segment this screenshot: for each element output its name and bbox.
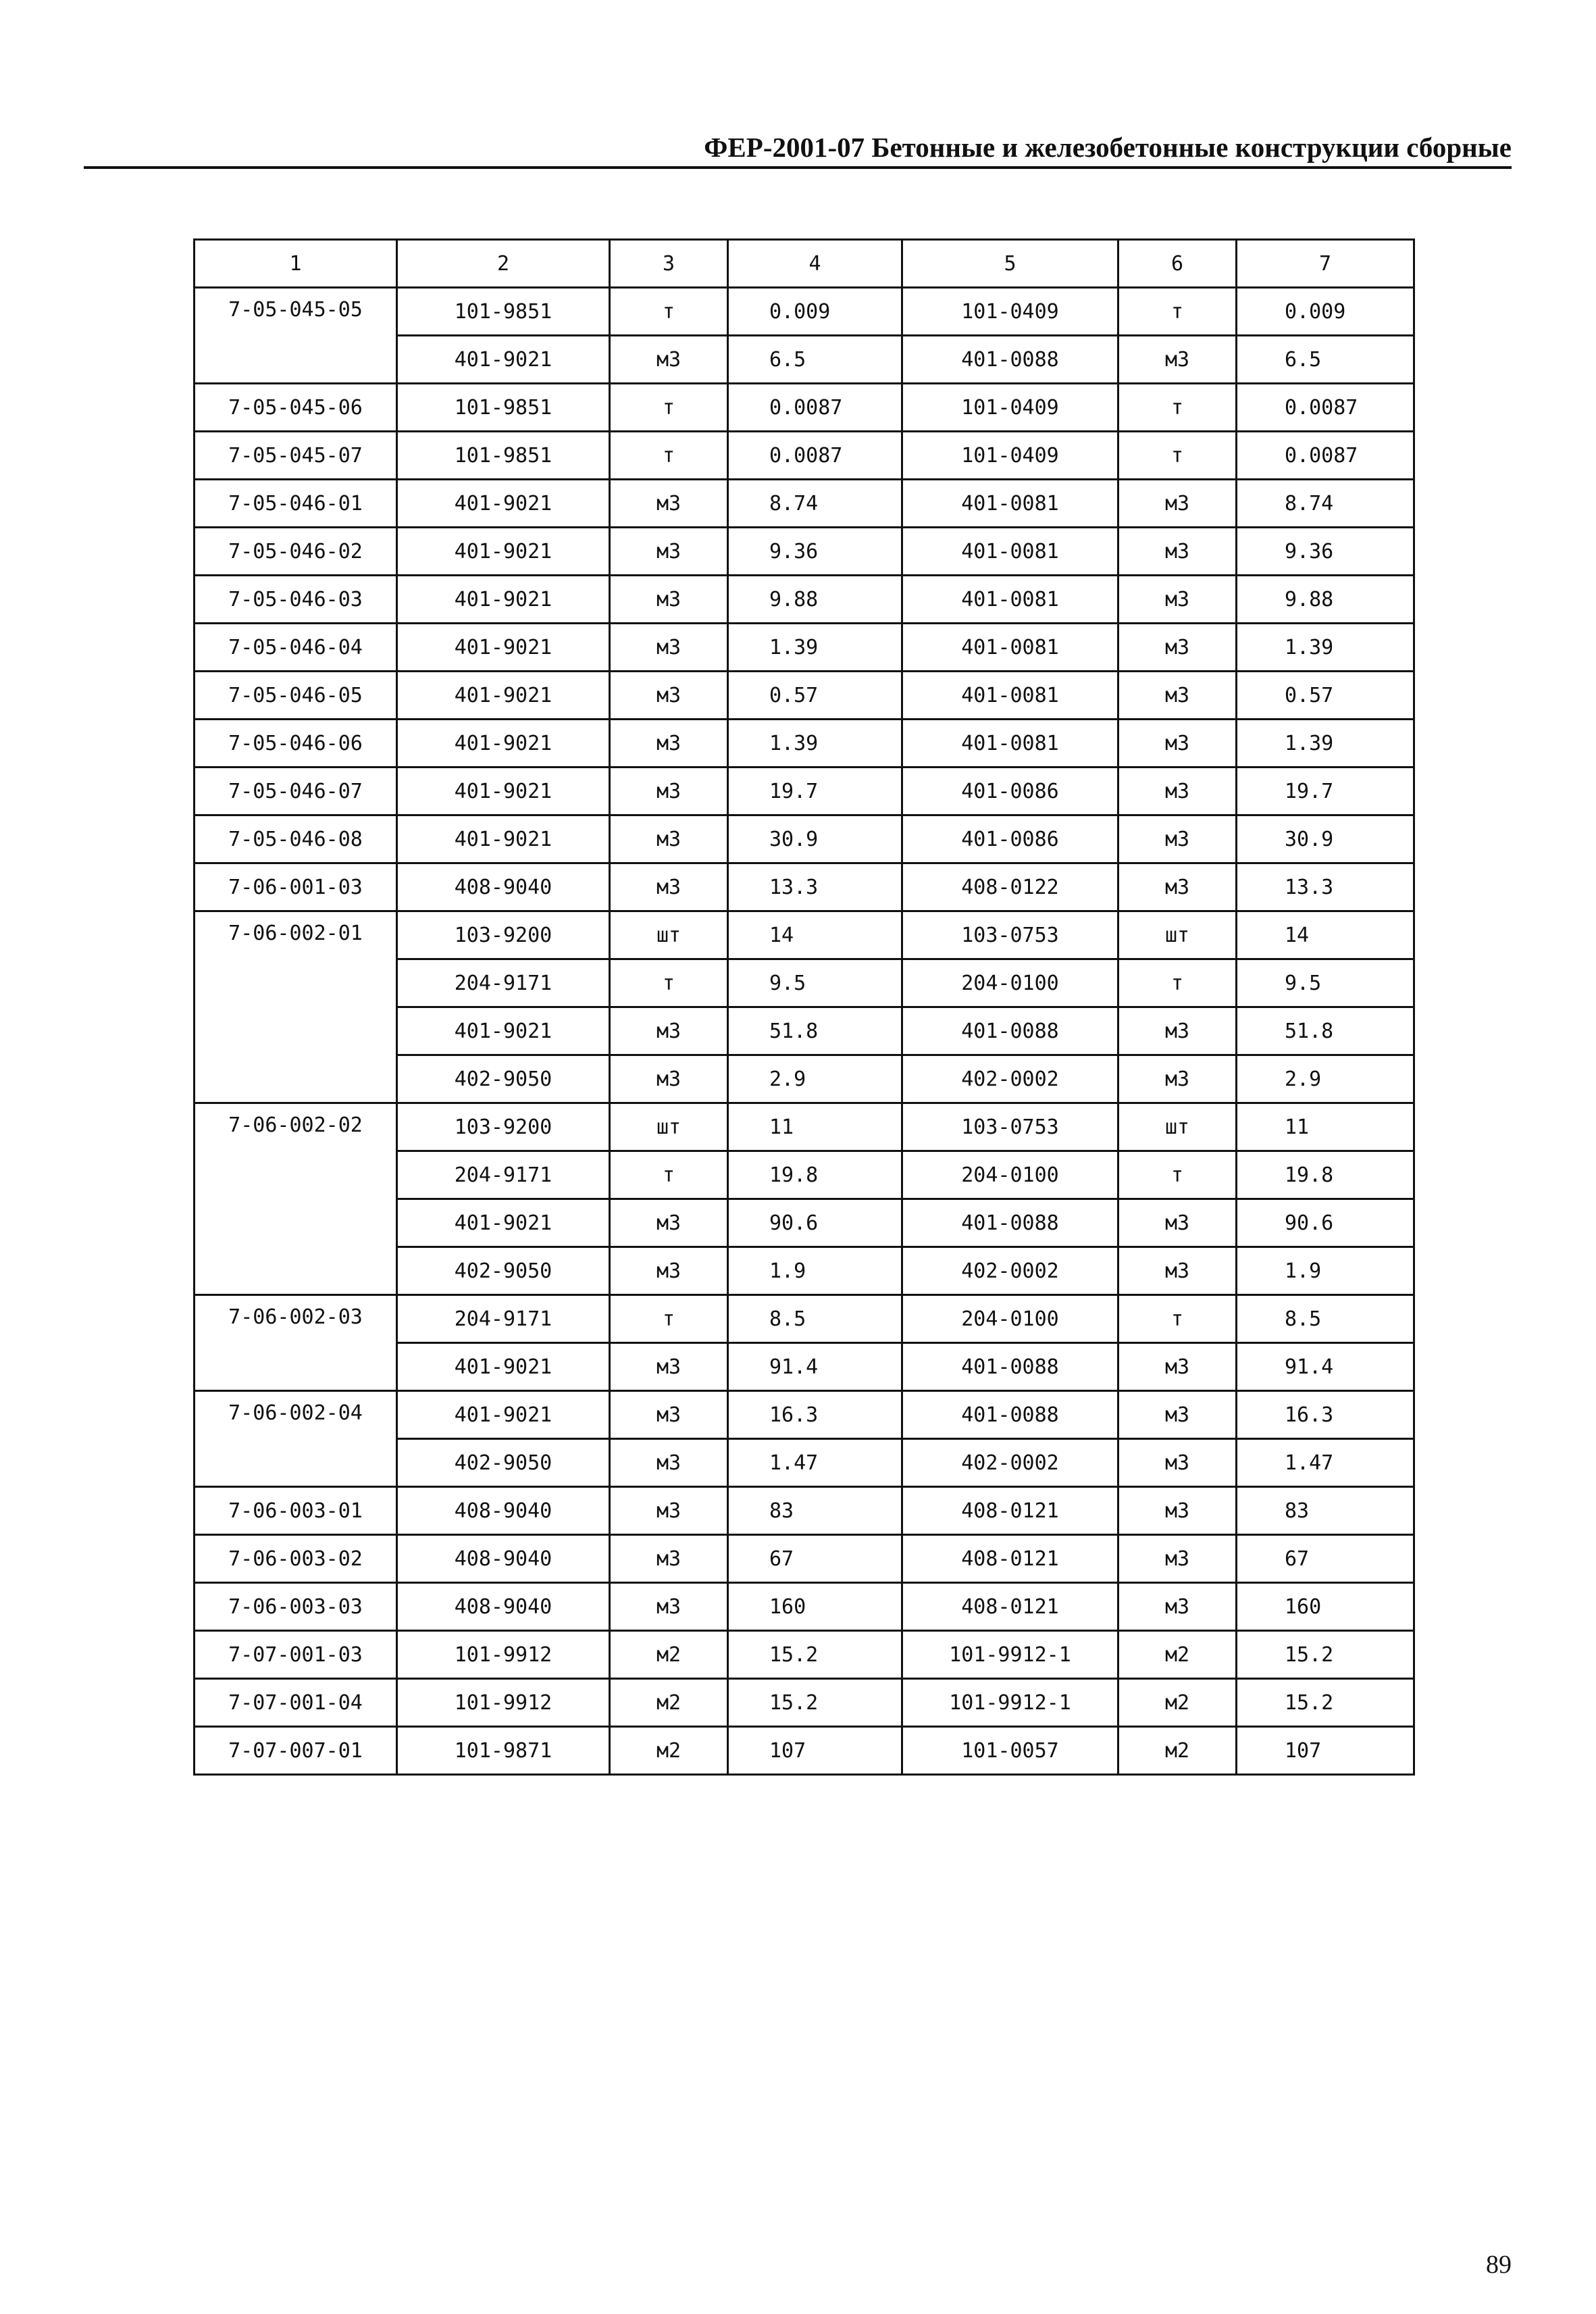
quantity: 15.2 xyxy=(728,1679,902,1727)
unit: м3 xyxy=(1118,768,1237,815)
unit: т xyxy=(1118,959,1237,1007)
new-resource-code: 401-0088 xyxy=(902,1391,1118,1439)
quantity: 30.9 xyxy=(728,815,902,863)
quantity: 0.009 xyxy=(728,288,902,336)
unit: м3 xyxy=(610,1439,728,1487)
new-resource-code: 401-0081 xyxy=(902,624,1118,672)
old-resource-code: 408-9040 xyxy=(397,1535,610,1583)
quantity: 0.0087 xyxy=(728,384,902,432)
new-resource-code: 401-0086 xyxy=(902,768,1118,815)
new-resource-code: 103-0753 xyxy=(902,911,1118,959)
table-row xyxy=(195,720,1414,768)
old-resource-code: 408-9040 xyxy=(397,1583,610,1631)
quantity: 2.9 xyxy=(728,1055,902,1103)
rate-code: 7-05-046-01 xyxy=(195,480,397,528)
rate-code: 7-06-002-02 xyxy=(195,1103,397,1295)
new-resource-code: 401-0081 xyxy=(902,720,1118,768)
quantity: 15.2 xyxy=(1237,1679,1414,1727)
quantity: 13.3 xyxy=(1237,863,1414,911)
quantity: 90.6 xyxy=(1237,1199,1414,1247)
rate-code: 7-07-007-01 xyxy=(195,1727,397,1775)
rate-code: 7-05-045-07 xyxy=(195,432,397,480)
unit: м3 xyxy=(1118,672,1237,720)
new-resource-code: 101-0409 xyxy=(902,432,1118,480)
old-resource-code: 401-9021 xyxy=(397,1007,610,1055)
quantity: 8.5 xyxy=(728,1295,902,1343)
unit: т xyxy=(1118,432,1237,480)
unit: м3 xyxy=(610,528,728,576)
old-resource-code: 204-9171 xyxy=(397,1295,610,1343)
quantity: 91.4 xyxy=(1237,1343,1414,1391)
rate-code: 7-05-045-06 xyxy=(195,384,397,432)
unit: м3 xyxy=(610,672,728,720)
table-row xyxy=(195,863,1414,911)
quantity: 15.2 xyxy=(1237,1631,1414,1679)
unit: м3 xyxy=(610,1535,728,1583)
quantity: 0.0087 xyxy=(1237,432,1414,480)
quantity: 1.47 xyxy=(728,1439,902,1487)
old-resource-code: 401-9021 xyxy=(397,1343,610,1391)
quantity: 30.9 xyxy=(1237,815,1414,863)
quantity: 107 xyxy=(1237,1727,1414,1775)
quantity: 83 xyxy=(728,1487,902,1535)
unit: м3 xyxy=(610,768,728,815)
table-row xyxy=(195,384,1414,432)
new-resource-code: 401-0081 xyxy=(902,576,1118,624)
rate-code: 7-05-046-02 xyxy=(195,528,397,576)
quantity: 16.3 xyxy=(1237,1391,1414,1439)
unit: м3 xyxy=(610,1343,728,1391)
table-row xyxy=(195,1103,1414,1151)
table-row xyxy=(195,624,1414,672)
quantity: 9.88 xyxy=(1237,576,1414,624)
unit: м3 xyxy=(1118,528,1237,576)
old-resource-code: 401-9021 xyxy=(397,720,610,768)
old-resource-code: 101-9851 xyxy=(397,384,610,432)
old-resource-code: 401-9021 xyxy=(397,1391,610,1439)
quantity: 9.36 xyxy=(1237,528,1414,576)
resource-table xyxy=(193,238,1415,1776)
column-header: 6 xyxy=(1118,240,1237,288)
unit: т xyxy=(610,1295,728,1343)
table-row xyxy=(195,288,1414,336)
quantity: 67 xyxy=(728,1535,902,1583)
table-row xyxy=(195,1631,1414,1679)
quantity: 8.74 xyxy=(728,480,902,528)
column-header: 1 xyxy=(195,240,397,288)
unit: м3 xyxy=(1118,1007,1237,1055)
new-resource-code: 401-0088 xyxy=(902,336,1118,384)
unit: м2 xyxy=(1118,1727,1237,1775)
unit: шт xyxy=(1118,911,1237,959)
new-resource-code: 401-0088 xyxy=(902,1199,1118,1247)
table-row xyxy=(195,528,1414,576)
quantity: 1.39 xyxy=(728,720,902,768)
unit: м3 xyxy=(1118,1439,1237,1487)
unit: м3 xyxy=(1118,1583,1237,1631)
unit: м3 xyxy=(1118,720,1237,768)
quantity: 0.0087 xyxy=(1237,384,1414,432)
new-resource-code: 408-0122 xyxy=(902,863,1118,911)
quantity: 0.009 xyxy=(1237,288,1414,336)
unit: м3 xyxy=(610,815,728,863)
quantity: 83 xyxy=(1237,1487,1414,1535)
new-resource-code: 204-0100 xyxy=(902,959,1118,1007)
old-resource-code: 204-9171 xyxy=(397,1151,610,1199)
new-resource-code: 402-0002 xyxy=(902,1439,1118,1487)
unit: м3 xyxy=(1118,336,1237,384)
quantity: 0.57 xyxy=(1237,672,1414,720)
unit: м3 xyxy=(610,1487,728,1535)
quantity: 6.5 xyxy=(728,336,902,384)
quantity: 11 xyxy=(728,1103,902,1151)
unit: м3 xyxy=(1118,1247,1237,1295)
quantity: 107 xyxy=(728,1727,902,1775)
quantity: 1.39 xyxy=(728,624,902,672)
rate-code: 7-05-046-07 xyxy=(195,768,397,815)
quantity: 2.9 xyxy=(1237,1055,1414,1103)
quantity: 15.2 xyxy=(728,1631,902,1679)
quantity: 160 xyxy=(1237,1583,1414,1631)
old-resource-code: 402-9050 xyxy=(397,1247,610,1295)
unit: м3 xyxy=(1118,624,1237,672)
unit: м2 xyxy=(1118,1631,1237,1679)
new-resource-code: 401-0081 xyxy=(902,480,1118,528)
quantity: 19.7 xyxy=(1237,768,1414,815)
quantity: 9.5 xyxy=(728,959,902,1007)
old-resource-code: 101-9871 xyxy=(397,1727,610,1775)
rate-code: 7-07-001-03 xyxy=(195,1631,397,1679)
quantity: 16.3 xyxy=(728,1391,902,1439)
new-resource-code: 204-0100 xyxy=(902,1151,1118,1199)
quantity: 9.5 xyxy=(1237,959,1414,1007)
unit: м3 xyxy=(1118,1055,1237,1103)
quantity: 11 xyxy=(1237,1103,1414,1151)
new-resource-code: 401-0086 xyxy=(902,815,1118,863)
table-body xyxy=(195,288,1414,1775)
new-resource-code: 408-0121 xyxy=(902,1583,1118,1631)
quantity: 91.4 xyxy=(728,1343,902,1391)
rate-code: 7-06-003-01 xyxy=(195,1487,397,1535)
unit: м3 xyxy=(610,1391,728,1439)
quantity: 160 xyxy=(728,1583,902,1631)
unit: шт xyxy=(610,1103,728,1151)
table-row xyxy=(195,768,1414,815)
unit: м2 xyxy=(610,1679,728,1727)
column-header: 7 xyxy=(1237,240,1414,288)
quantity: 51.8 xyxy=(1237,1007,1414,1055)
quantity: 19.8 xyxy=(1237,1151,1414,1199)
new-resource-code: 401-0081 xyxy=(902,528,1118,576)
old-resource-code: 401-9021 xyxy=(397,336,610,384)
quantity: 0.57 xyxy=(728,672,902,720)
unit: шт xyxy=(610,911,728,959)
table-row xyxy=(195,1391,1414,1439)
rate-code: 7-06-002-03 xyxy=(195,1295,397,1391)
table-row xyxy=(195,1295,1414,1343)
header-divider xyxy=(84,166,1512,169)
unit: м3 xyxy=(1118,1487,1237,1535)
new-resource-code: 402-0002 xyxy=(902,1055,1118,1103)
unit: м3 xyxy=(610,624,728,672)
column-header: 3 xyxy=(610,240,728,288)
unit: м3 xyxy=(610,1247,728,1295)
column-header: 4 xyxy=(728,240,902,288)
old-resource-code: 101-9912 xyxy=(397,1679,610,1727)
old-resource-code: 103-9200 xyxy=(397,1103,610,1151)
page-number: 89 xyxy=(1486,2250,1512,2279)
quantity: 19.7 xyxy=(728,768,902,815)
table-row xyxy=(195,1583,1414,1631)
old-resource-code: 401-9021 xyxy=(397,672,610,720)
quantity: 6.5 xyxy=(1237,336,1414,384)
new-resource-code: 401-0088 xyxy=(902,1343,1118,1391)
unit: м3 xyxy=(1118,1535,1237,1583)
old-resource-code: 401-9021 xyxy=(397,480,610,528)
quantity: 67 xyxy=(1237,1535,1414,1583)
unit: т xyxy=(1118,1151,1237,1199)
quantity: 8.74 xyxy=(1237,480,1414,528)
old-resource-code: 401-9021 xyxy=(397,1199,610,1247)
old-resource-code: 204-9171 xyxy=(397,959,610,1007)
unit: т xyxy=(1118,384,1237,432)
new-resource-code: 103-0753 xyxy=(902,1103,1118,1151)
unit: т xyxy=(610,959,728,1007)
unit: т xyxy=(610,384,728,432)
quantity: 13.3 xyxy=(728,863,902,911)
rate-code: 7-05-046-05 xyxy=(195,672,397,720)
rate-code: 7-06-003-02 xyxy=(195,1535,397,1583)
quantity: 1.9 xyxy=(1237,1247,1414,1295)
new-resource-code: 402-0002 xyxy=(902,1247,1118,1295)
unit: м3 xyxy=(610,863,728,911)
quantity: 90.6 xyxy=(728,1199,902,1247)
new-resource-code: 101-9912-1 xyxy=(902,1631,1118,1679)
quantity: 1.47 xyxy=(1237,1439,1414,1487)
old-resource-code: 401-9021 xyxy=(397,576,610,624)
new-resource-code: 204-0100 xyxy=(902,1295,1118,1343)
unit: м3 xyxy=(1118,1391,1237,1439)
quantity: 14 xyxy=(1237,911,1414,959)
unit: м3 xyxy=(610,1055,728,1103)
unit: м3 xyxy=(1118,863,1237,911)
table-row xyxy=(195,1727,1414,1775)
unit: т xyxy=(610,288,728,336)
new-resource-code: 101-9912-1 xyxy=(902,1679,1118,1727)
unit: м3 xyxy=(1118,576,1237,624)
quantity: 9.88 xyxy=(728,576,902,624)
new-resource-code: 101-0057 xyxy=(902,1727,1118,1775)
page-header-title: ФЕР-2001-07 Бетонные и железобетонные конструкции сборные xyxy=(704,132,1512,163)
old-resource-code: 402-9050 xyxy=(397,1055,610,1103)
quantity: 1.9 xyxy=(728,1247,902,1295)
column-header: 5 xyxy=(902,240,1118,288)
rate-code: 7-06-003-03 xyxy=(195,1583,397,1631)
old-resource-code: 401-9021 xyxy=(397,528,610,576)
unit: т xyxy=(610,1151,728,1199)
quantity: 9.36 xyxy=(728,528,902,576)
column-header: 2 xyxy=(397,240,610,288)
table-row xyxy=(195,432,1414,480)
quantity: 8.5 xyxy=(1237,1295,1414,1343)
unit: т xyxy=(1118,1295,1237,1343)
new-resource-code: 401-0081 xyxy=(902,672,1118,720)
table-row xyxy=(195,672,1414,720)
table-row xyxy=(195,1487,1414,1535)
new-resource-code: 408-0121 xyxy=(902,1535,1118,1583)
table-row xyxy=(195,576,1414,624)
unit: м2 xyxy=(610,1727,728,1775)
unit: м3 xyxy=(610,480,728,528)
unit: м2 xyxy=(1118,1679,1237,1727)
old-resource-code: 408-9040 xyxy=(397,863,610,911)
unit: м3 xyxy=(1118,1343,1237,1391)
rate-code: 7-07-001-04 xyxy=(195,1679,397,1727)
old-resource-code: 401-9021 xyxy=(397,815,610,863)
unit: т xyxy=(1118,288,1237,336)
unit: м3 xyxy=(610,1199,728,1247)
new-resource-code: 101-0409 xyxy=(902,384,1118,432)
old-resource-code: 101-9912 xyxy=(397,1631,610,1679)
old-resource-code: 101-9851 xyxy=(397,288,610,336)
unit: м3 xyxy=(610,1007,728,1055)
quantity: 19.8 xyxy=(728,1151,902,1199)
unit: м3 xyxy=(610,1583,728,1631)
table-row xyxy=(195,911,1414,959)
unit: шт xyxy=(1118,1103,1237,1151)
old-resource-code: 402-9050 xyxy=(397,1439,610,1487)
rate-code: 7-06-001-03 xyxy=(195,863,397,911)
old-resource-code: 401-9021 xyxy=(397,624,610,672)
unit: т xyxy=(610,432,728,480)
unit: м3 xyxy=(1118,1199,1237,1247)
old-resource-code: 101-9851 xyxy=(397,432,610,480)
table-row xyxy=(195,815,1414,863)
quantity: 14 xyxy=(728,911,902,959)
new-resource-code: 101-0409 xyxy=(902,288,1118,336)
old-resource-code: 401-9021 xyxy=(397,768,610,815)
unit: м3 xyxy=(610,336,728,384)
old-resource-code: 408-9040 xyxy=(397,1487,610,1535)
table-row xyxy=(195,1535,1414,1583)
unit: м2 xyxy=(610,1631,728,1679)
new-resource-code: 408-0121 xyxy=(902,1487,1118,1535)
table-header-row xyxy=(195,240,1414,288)
table-row xyxy=(195,1679,1414,1727)
rate-code: 7-05-046-04 xyxy=(195,624,397,672)
unit: м3 xyxy=(1118,815,1237,863)
table-row xyxy=(195,480,1414,528)
rate-code: 7-05-045-05 xyxy=(195,288,397,384)
unit: м3 xyxy=(610,720,728,768)
rate-code: 7-05-046-08 xyxy=(195,815,397,863)
unit: м3 xyxy=(610,576,728,624)
quantity: 1.39 xyxy=(1237,720,1414,768)
quantity: 0.0087 xyxy=(728,432,902,480)
quantity: 1.39 xyxy=(1237,624,1414,672)
new-resource-code: 401-0088 xyxy=(902,1007,1118,1055)
rate-code: 7-05-046-03 xyxy=(195,576,397,624)
quantity: 51.8 xyxy=(728,1007,902,1055)
unit: м3 xyxy=(1118,480,1237,528)
old-resource-code: 103-9200 xyxy=(397,911,610,959)
rate-code: 7-06-002-01 xyxy=(195,911,397,1103)
rate-code: 7-05-046-06 xyxy=(195,720,397,768)
rate-code: 7-06-002-04 xyxy=(195,1391,397,1487)
